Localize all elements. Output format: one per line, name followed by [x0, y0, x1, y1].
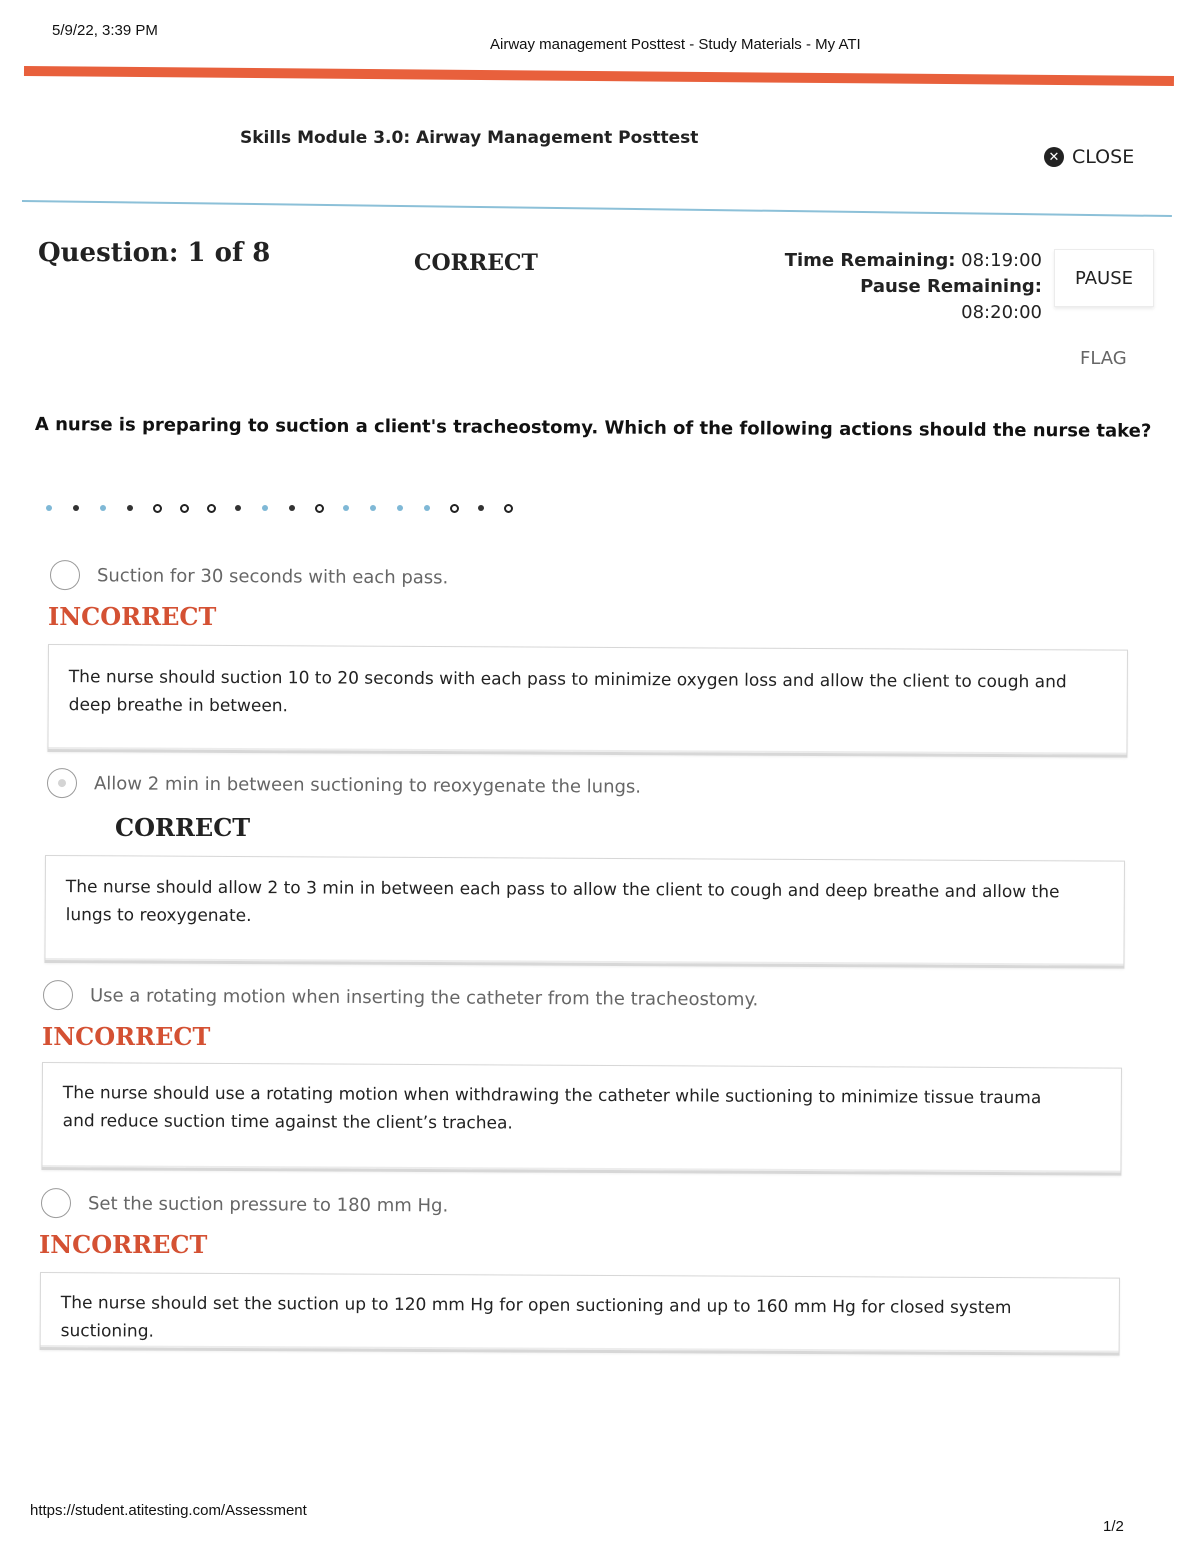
progress-dot — [260, 503, 270, 513]
option-text: Set the suction pressure to 180 mm Hg. — [87, 1192, 449, 1216]
timers — [780, 248, 1042, 326]
progress-dot — [44, 503, 54, 513]
verdict-label: INCORRECT — [42, 1022, 211, 1051]
radio-button[interactable] — [50, 560, 80, 590]
rationale-box — [41, 1062, 1122, 1176]
print-footer-url: https://student.atitesting.com/Assessment — [30, 1502, 307, 1519]
rationale-box — [47, 644, 1128, 758]
progress-dot — [287, 503, 297, 513]
answer-option-4[interactable] — [41, 1188, 448, 1220]
answer-option-1[interactable] — [50, 560, 448, 592]
module-title: Skills Module 3.0: Airway Management Posttest — [240, 128, 699, 148]
verdict-label: INCORRECT — [48, 602, 217, 631]
flag-button[interactable]: FLAG — [1080, 348, 1127, 369]
progress-dots — [44, 503, 513, 513]
time-remaining-value: 08:19:00 — [961, 250, 1042, 271]
time-remaining — [780, 248, 1042, 274]
radio-button[interactable] — [41, 1188, 71, 1218]
radio-button[interactable] — [43, 980, 73, 1010]
print-datetime: 5/9/22, 3:39 PM — [52, 22, 158, 39]
question-status: CORRECT — [414, 250, 538, 276]
progress-dot — [152, 503, 162, 513]
verdict-label: CORRECT — [115, 813, 251, 842]
print-page-number: 1/2 — [1103, 1518, 1124, 1535]
progress-dot — [422, 503, 432, 513]
rationale-box — [40, 1272, 1120, 1356]
rationale-text: The nurse should use a rotating motion when withdrawing the catheter while suctioning to minimize tissue trauma and reduce suction time against the client’s trachea. — [62, 1083, 1042, 1134]
question-stem: A nurse is preparing to suction a client's tracheostomy. Which of the following actions should the nurse take? — [34, 414, 1152, 442]
progress-dot — [125, 503, 135, 513]
progress-dot — [449, 503, 459, 513]
radio-button-selected[interactable] — [47, 768, 77, 798]
rationale-text: The nurse should suction 10 to 20 seconds with each pass to minimize oxygen loss and allow the client to cough and deep breathe in between. — [68, 667, 1067, 717]
progress-dot — [341, 503, 351, 513]
close-label: CLOSE — [1072, 146, 1135, 168]
option-text: Use a rotating motion when inserting the catheter from the tracheostomy. — [89, 984, 759, 1010]
progress-dot — [71, 503, 81, 513]
pause-remaining-label: Pause Remaining: — [860, 276, 1042, 297]
progress-dot — [476, 503, 486, 513]
option-text: Allow 2 min in between suctioning to reoxygenate the lungs. — [93, 772, 642, 798]
progress-dot — [368, 503, 378, 513]
rationale-text: The nurse should set the suction up to 120 mm Hg for open suctioning and up to 160 mm Hg for closed system suctioning. — [60, 1293, 1012, 1342]
pause-remaining-value: 08:20:00 — [961, 302, 1042, 323]
rationale-text: The nurse should allow 2 to 3 min in between each pass to allow the client to cough and deep breathe and allow the lungs to reoxygenate. — [65, 877, 1060, 927]
progress-dot — [314, 503, 324, 513]
progress-dot — [395, 503, 405, 513]
progress-dot — [206, 503, 216, 513]
progress-dot — [98, 503, 108, 513]
question-counter: Question: 1 of 8 — [38, 238, 271, 268]
verdict-label: INCORRECT — [39, 1230, 208, 1259]
close-circle-icon: ✕ — [1044, 147, 1064, 167]
progress-dot — [179, 503, 189, 513]
answer-option-2[interactable] — [47, 768, 641, 802]
pause-remaining — [780, 274, 1042, 326]
progress-dot — [233, 503, 243, 513]
close-button[interactable] — [1044, 146, 1134, 168]
pause-button[interactable]: PAUSE — [1054, 249, 1154, 307]
rationale-box — [44, 855, 1125, 969]
option-text: Suction for 30 seconds with each pass. — [96, 564, 449, 588]
progress-dot — [503, 503, 513, 513]
header-divider — [22, 200, 1172, 217]
print-page-title: Airway management Posttest - Study Materials - My ATI — [490, 36, 861, 53]
time-remaining-label: Time Remaining: — [784, 250, 956, 271]
accent-bar — [24, 66, 1174, 86]
answer-option-3[interactable] — [43, 980, 758, 1014]
